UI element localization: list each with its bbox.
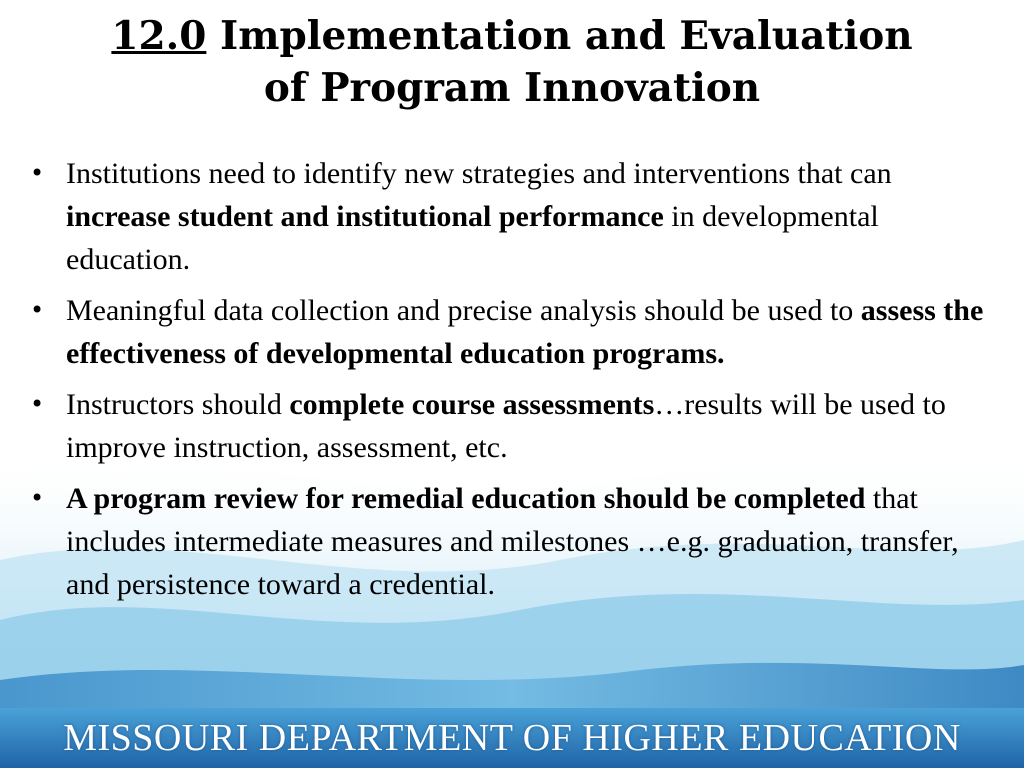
bullet-text: Institutions need to identify new strategies and interventions that can [66, 157, 892, 190]
bullet-text: that includes intermediate measures and milestones …e.g. graduation, transfer, and persistence toward a credential. [66, 482, 959, 601]
bullet-emphasis-text: complete course assessments [289, 388, 655, 421]
bullet-dot-icon: • [30, 159, 45, 187]
bullet-text: …results will be used to improve instruction, assessment, etc. [66, 388, 946, 464]
bullet-emphasis-text: assess the effectiveness of developmental education programs. [66, 294, 984, 370]
slide-title [20, 10, 1004, 115]
title-number: 12.0 [111, 13, 207, 59]
bullet-item [30, 289, 996, 375]
bullet-dot-icon: • [30, 390, 45, 418]
title-line-1: Implementation and Evaluation [219, 13, 913, 59]
bullet-emphasis-text: A program review for remedial education should be completed [66, 482, 866, 515]
bullet-text: Meaningful data collection and precise analysis should be used to [66, 294, 861, 327]
bullet-dot-icon: • [30, 296, 45, 324]
bullet-item [30, 477, 996, 606]
bullet-dot-icon: • [30, 484, 45, 512]
bullet-text: in developmental education. [66, 200, 879, 276]
bullet-item [30, 152, 996, 281]
bullet-text: Instructors should [66, 388, 290, 421]
footer-banner: MISSOURI DEPARTMENT OF HIGHER EDUCATION [63, 717, 961, 759]
bullet-list [30, 152, 996, 614]
bullet-emphasis-text: increase student and institutional performance [66, 200, 664, 233]
title-line-2: of Program Innovation [263, 65, 761, 112]
bullet-item [30, 383, 996, 469]
